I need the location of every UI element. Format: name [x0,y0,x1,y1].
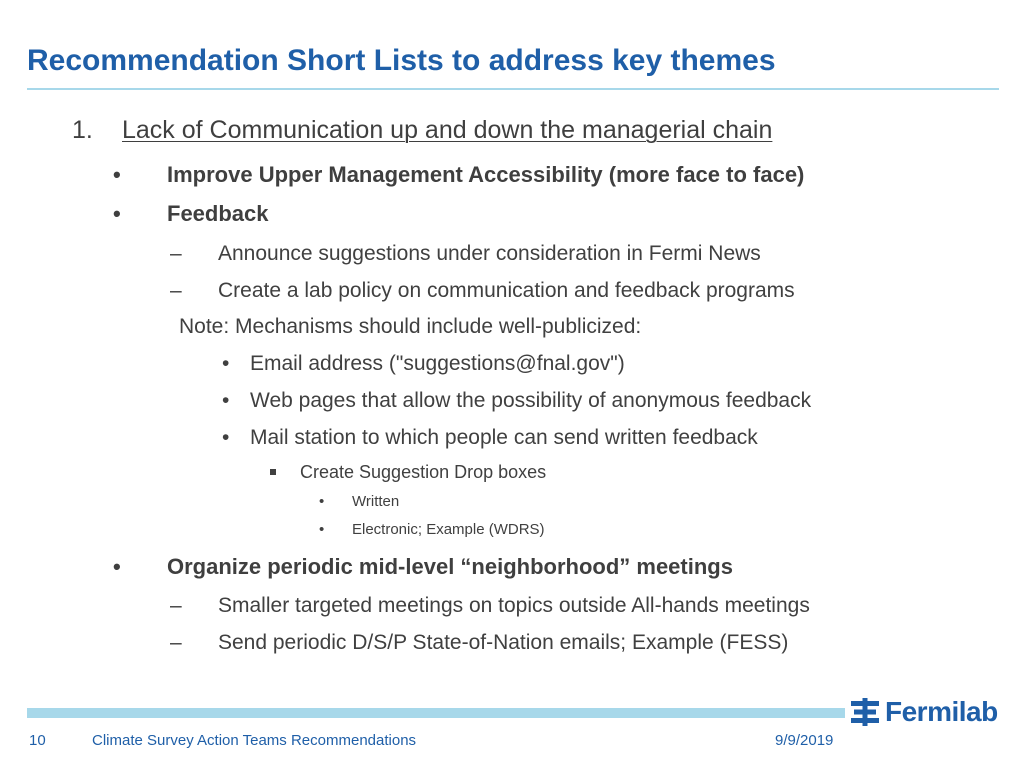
footer-bar [27,708,845,718]
square-bullet-icon [270,469,276,475]
page-number: 10 [29,732,46,749]
bullet-text: Organize periodic mid-level “neighborhood” meetings [167,554,733,579]
bullet-icon: • [113,554,121,579]
bullet-text: Improve Upper Management Accessibility (more face to face) [167,162,805,187]
slide-title: Recommendation Short Lists to address key themes [27,44,776,77]
title-rule [27,88,999,90]
dash-text: Announce suggestions under consideration in Fermi News [218,242,761,265]
item-heading: Lack of Communication up and down the managerial chain [122,116,773,144]
bullet-icon: • [222,352,230,375]
logo-text: Fermilab [885,696,998,727]
item-number: 1. [72,116,93,144]
dash-text: Send periodic D/S/P State-of-Nation emails; Example (FESS) [218,631,789,654]
bullet-text: Feedback [167,201,269,226]
small-bullet-text: Electronic; Example (WDRS) [352,521,545,538]
note-bullet-text: Email address ("suggestions@fnal.gov") [250,352,625,375]
dash-text: Create a lab policy on communication and feedback programs [218,279,795,302]
bullet-icon: • [222,426,230,449]
fermilab-logo [851,696,998,728]
bullet-icon: • [319,521,325,538]
dash-icon: – [170,242,182,265]
dash-text: Smaller targeted meetings on topics outside All-hands meetings [218,594,810,617]
small-bullet-text: Written [352,493,400,510]
bullet-icon: • [319,493,325,510]
fermilab-mark-icon [851,698,879,726]
note-bullet-text: Web pages that allow the possibility of anonymous feedback [250,389,812,412]
footer-caption: Climate Survey Action Teams Recommendations [92,732,417,749]
dash-icon: – [170,594,182,617]
bullet-icon: • [222,389,230,412]
bullet-icon: • [113,201,121,226]
square-bullet-text: Create Suggestion Drop boxes [300,462,547,482]
note-text: Note: Mechanisms should include well-publicized: [179,315,642,338]
note-bullet-text: Mail station to which people can send written feedback [250,426,758,449]
footer-date: 9/9/2019 [775,732,834,749]
bullet-icon: • [113,162,121,187]
dash-icon: – [170,631,182,654]
dash-icon: – [170,279,182,302]
